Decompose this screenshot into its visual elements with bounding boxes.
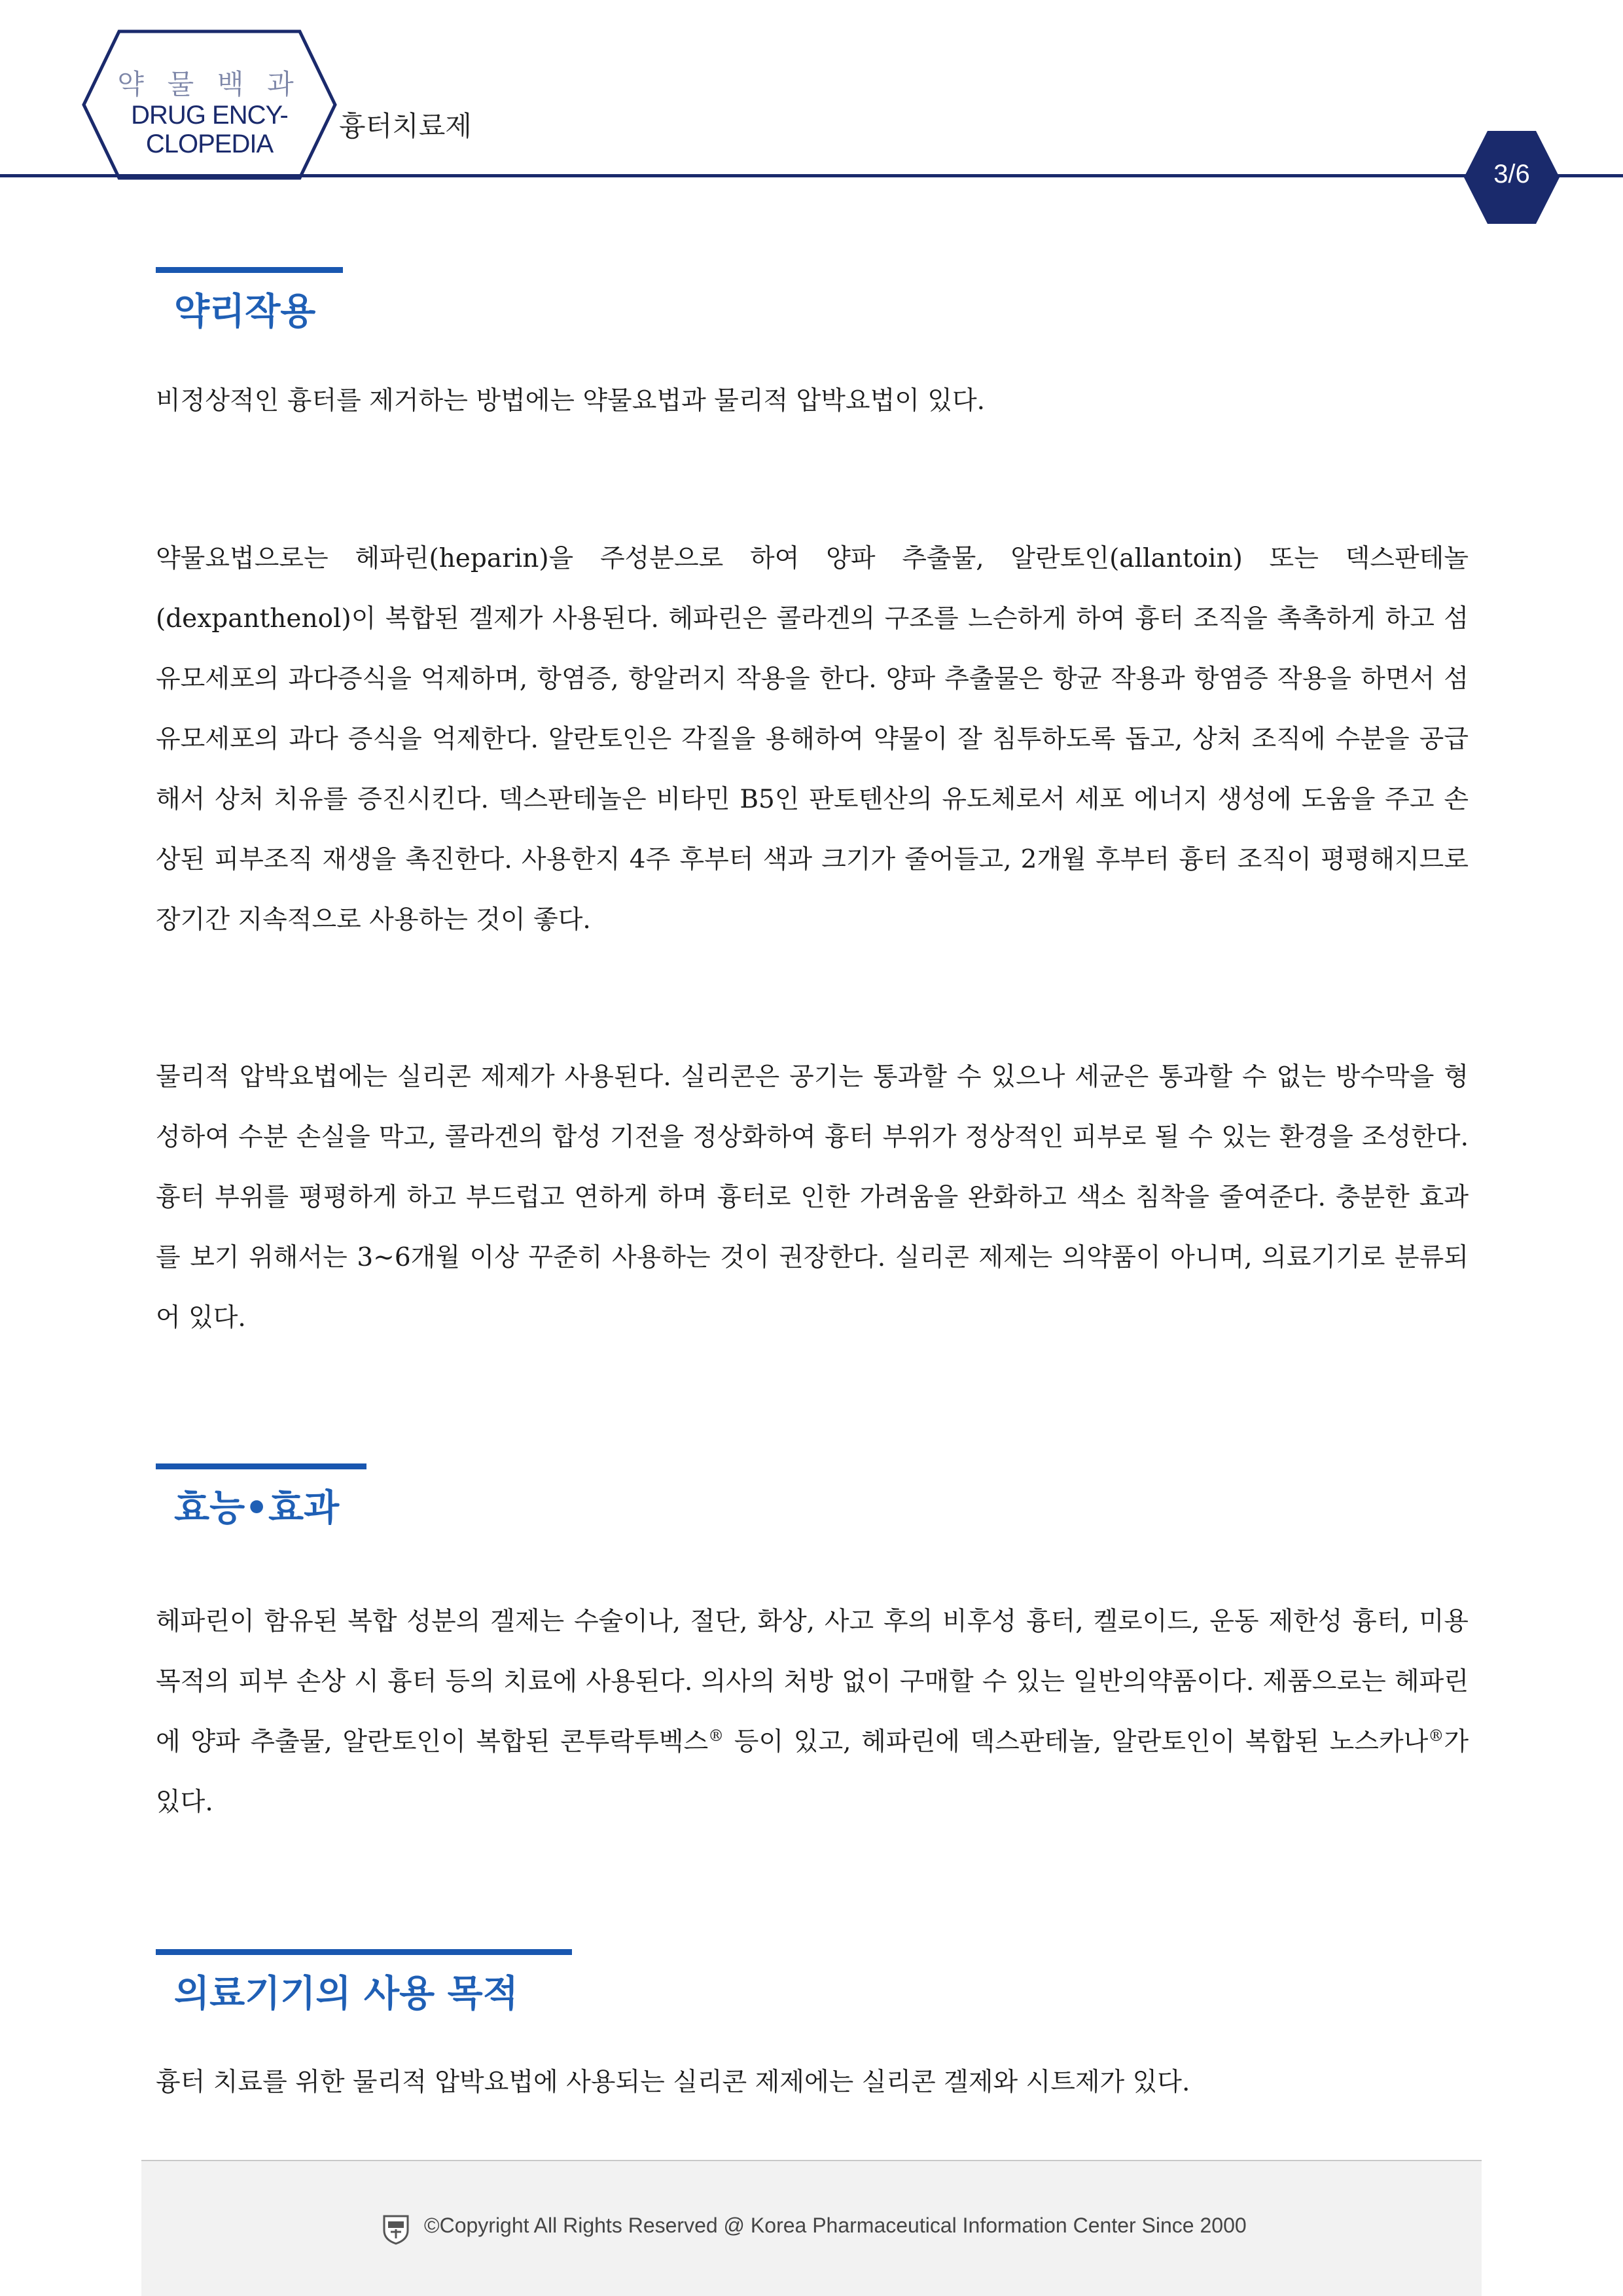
- section-bar: [156, 267, 343, 273]
- paragraph: [156, 1592, 1469, 1833]
- document-title: 흉터치료제: [339, 111, 472, 141]
- section-title-device-purpose: 의료기기의 사용 목적: [174, 1973, 518, 2015]
- logo-english-line1: DRUG ENCY-: [131, 101, 288, 130]
- paragraph-text: 가 있다.: [156, 1727, 1469, 1817]
- section-title-pharmacology: 약리작용: [174, 291, 316, 333]
- section-title-efficacy: 효능•효과: [174, 1487, 340, 1530]
- section-bar: [156, 1463, 366, 1469]
- paragraph-text: 등이 있고, 헤파린에 덱스판테놀, 알란토인이 복합된 노스카나: [724, 1727, 1429, 1757]
- header-rule: [0, 174, 1623, 177]
- logo-english-line2: CLOPEDIA: [145, 130, 274, 158]
- logo-korean: 약 물 백 과: [117, 69, 302, 99]
- page-number-badge: [1463, 128, 1561, 226]
- paragraph: 흉터 치료를 위한 물리적 압박요법에 사용되는 실리콘 제제에는 실리콘 겔제와 시트제가 있다.: [156, 2068, 1190, 2097]
- logo-text: [79, 68, 340, 158]
- registered-mark: ®: [1428, 1727, 1444, 1745]
- paragraph: 약물요법으로는 헤파린(heparin)을 주성분으로 하여 양파 추출물, 알란토인(allantoin) 또는 덱스판테놀(dexpanthenol)이 복합된 겔제가 사용된다. 헤파린은 콜라겐의 구조를 느슨하게 하여 흉터 조직을 촉촉하게 하고 섬유모세포의 과다증식을 억제하며, 항염증, 항알러지 작용을 한다. 양파 추출물은 항균 작용과 항염증 작용을 하면서 섬유모세포의 과다 증식을 억제한다. 알란토인은 각질을 용해하여 약물이 잘 침투하도록 돕고, 상처 조직에 수분을 공급해서 상처 치유를 증진시킨다. 덱스판테놀은 비타민 B5인 판토텐산의 유도체로서 세포 에너지 생성에 도움을 주고 손상된 피부조직 재생을 촉진한다. 사용한지 4주 후부터 색과 크기가 줄어들고, 2개월 후부터 흉터 조직이 평평해지므로 장기간 지속적으로 사용하는 것이 좋다.: [156, 544, 1469, 935]
- page-number: 3/6: [1493, 160, 1530, 188]
- paragraph-text: 헤파린이 함유된 복합 성분의 겔제는 수술이나, 절단, 화상, 사고 후의 비후성 흉터, 켈로이드, 운동 제한성 흉터, 미용 목적의 피부 손상 시 흉터 등의 치료에 사용된다. 의사의 처방 없이 구매할 수 있는 일반의약품이다. 제품으로는 헤파린에 양파 추출물, 알란토인이 복합된 콘투락투벡스: [156, 1607, 1469, 1757]
- copyright-text: ©Copyright All Rights Reserved @ Korea Pharmaceutical Information Center Since 2000: [424, 2214, 1247, 2237]
- footer-rule: [141, 2160, 1482, 2161]
- paragraph: 비정상적인 흉터를 제거하는 방법에는 약물요법과 물리적 압박요법이 있다.: [156, 386, 986, 416]
- shield-emblem-icon: [383, 2214, 409, 2245]
- paragraph: 물리적 압박요법에는 실리콘 제제가 사용된다. 실리콘은 공기는 통과할 수 있으나 세균은 통과할 수 없는 방수막을 형성하여 수분 손실을 막고, 콜라겐의 합성 기전을 정상화하여 흉터 부위가 정상적인 피부로 될 수 있는 환경을 조성한다. 흉터 부위를 평평하게 하고 부드럽고 연하게 하며 흉터로 인한 가려움을 완화하고 색소 침착을 줄여준다. 충분한 효과를 보기 위해서는 3~6개월 이상 꾸준히 사용하는 것이 권장한다. 실리콘 제제는 의약품이 아니며, 의료기기로 분류되어 있다.: [156, 1062, 1469, 1333]
- section-bar: [156, 1949, 572, 1955]
- logo: [79, 26, 340, 183]
- registered-mark: ®: [708, 1727, 724, 1745]
